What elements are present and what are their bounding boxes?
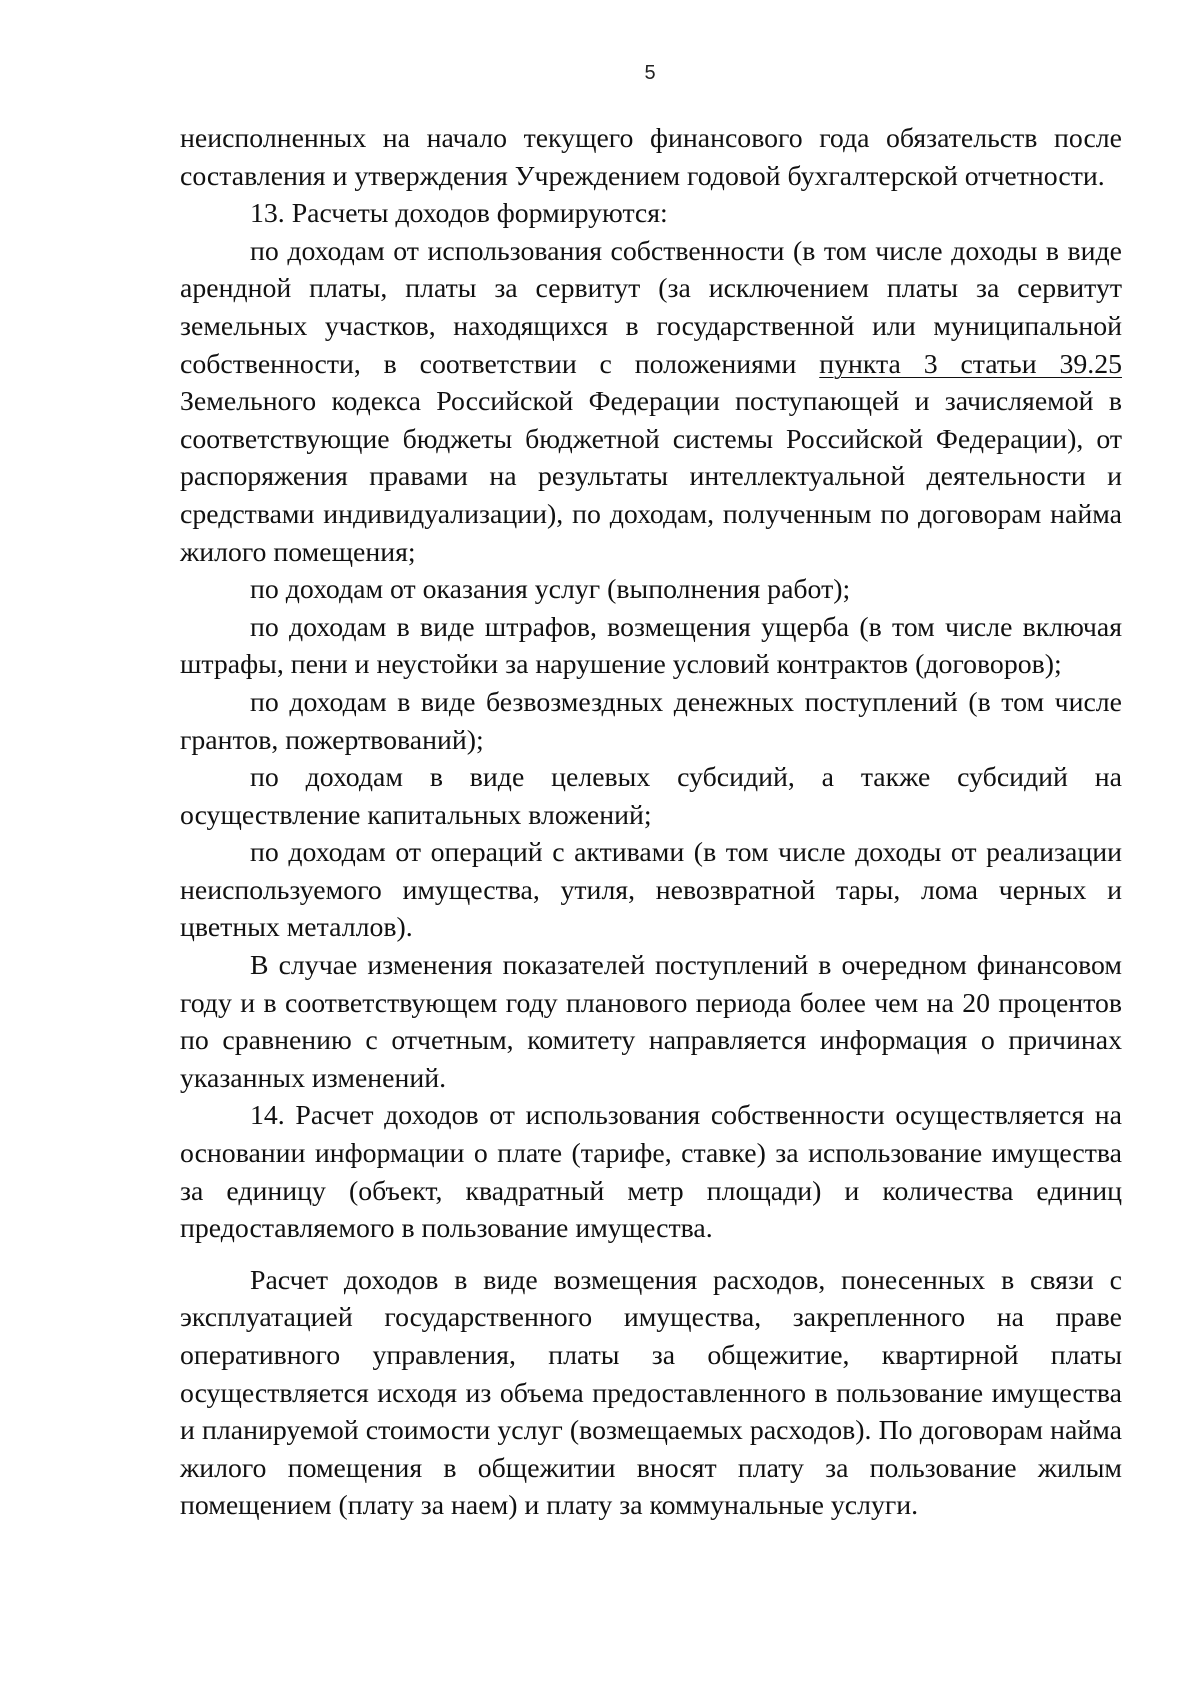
paragraph-property-income — [180, 233, 1122, 571]
paragraph-text: Земельного кодекса Российской Федерации поступающей и зачисляемой в соответствующие бюджеты бюджетной системы Российской Федерации), от распоряжения правами на результаты интеллектуальной деятельности и средствами индивидуализации), по доходам, полученным по договорам найма жилого помещения; — [180, 386, 1122, 568]
paragraph-continuation: неисполненных на начало текущего финансового года обязательств после составления и утверждения Учреждением годовой бухгалтерской отчетности. — [180, 123, 1122, 192]
land-code-reference-link[interactable]: пункта 3 статьи 39.25 — [819, 348, 1122, 380]
paragraph-reimbursement: Расчет доходов в виде возмещения расходов, понесенных в связи с эксплуатацией государственного имущества, закрепленного на праве оперативного управления, платы за общежитие, квартирной платы осуществляется исходя из объема предоставленного в пользование имущества и планируемой стоимости услуг (возмещаемых расходов). По договорам найма жилого помещения в общежитии вносят плату за пользование жилым помещением (плату за наем) и плату за коммунальные услуги. — [180, 1264, 1122, 1522]
paragraph-services-income: по доходам от оказания услуг (выполнения работ); — [250, 574, 851, 606]
document-body — [180, 120, 1122, 1525]
paragraph-fines-income: по доходам в виде штрафов, возмещения ущерба (в том числе включая штрафы, пени и неустойки за нарушение условий контрактов (договоров); — [180, 611, 1122, 681]
paragraph-item-13-heading: 13. Расчеты доходов формируются: — [250, 198, 668, 230]
paragraph-change-notice: В случае изменения показателей поступлений в очередном финансовом году и в соответствующем году планового периода более чем на 20 процентов по сравнению с отчетным, комитету направляется информация о причинах указанных изменений. — [180, 950, 1122, 1094]
paragraph-text: по доходам от использования собственности (в том числе доходы в виде арендной платы, платы за сервитут (за исключением платы за сервитут земельных участков, находящихся в государственной или муниципальной собственности, в соответствии с положениями — [180, 235, 1122, 380]
paragraph-assets-income: по доходам от операций с активами (в том числе доходы от реализации неиспользуемого имущества, утиля, невозвратной тары, лома черных и цветных металлов). — [180, 837, 1122, 944]
paragraph-grants-income: по доходам в виде безвозмездных денежных поступлений (в том числе грантов, пожертвований); — [180, 686, 1122, 756]
paragraph-item-14: 14. Расчет доходов от использования собственности осуществляется на основании информации о плате (тарифе, ставке) за использование имущества за единицу (объект, квадратный метр площади) и количества единиц предоставляемого в пользование имущества. — [180, 1100, 1122, 1245]
paragraph-subsidies-income: по доходам в виде целевых субсидий, а также субсидий на осуществление капитальных вложений; — [180, 762, 1122, 831]
page-number: 5 — [644, 62, 656, 84]
